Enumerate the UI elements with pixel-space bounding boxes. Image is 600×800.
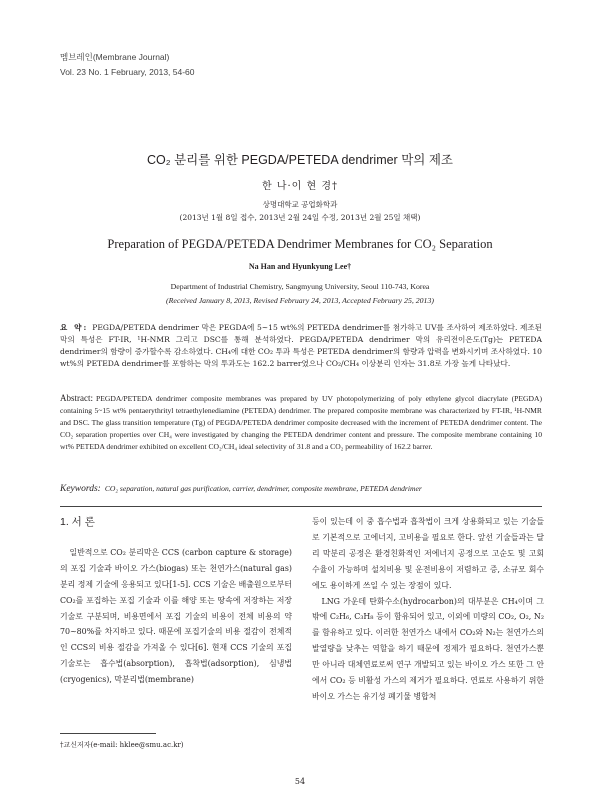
english-abstract-lead: Abstract: [60, 393, 93, 403]
korean-dates: (2013년 1월 8일 접수, 2013년 2월 24일 수정, 2013년 2월 25일 채택) [179, 213, 421, 222]
korean-abstract-lead: 요 약: [60, 323, 89, 332]
journal-header [60, 50, 195, 80]
keywords [60, 484, 542, 494]
right-column [312, 514, 544, 705]
footnote: †교신저자(e-mail: hklee@smu.ac.kr) [60, 741, 184, 749]
left-column [60, 515, 292, 688]
korean-affiliation: 상명대학교 공업화학과 [262, 200, 338, 209]
english-authors: Na Han and Hyunkyung Lee† [248, 262, 352, 271]
page-number: 54 [294, 777, 306, 786]
journal-name: 멤브레인(Membrane Journal) [60, 52, 170, 62]
korean-title: CO₂ 분리를 위한 PEGDA/PETEDA dendrimer 막의 제조 [147, 153, 453, 167]
body-paragraph: LNG 가운데 탄화수소(hydrocarbon)의 대부분은 CH₄이며 그 밖에 C₂H₆, C₃H₈ 등이 함유되어 있고, 이외에 미량의 CO₂, O₂, N₂를 함유하고 있다. 이러한 천연가스 내에서 CO₂와 N₂는 천연가스의 발열량을 낮추는 역할을 하기 때문에 정제가 필요하다. 천연가스뿐만 아니라 대체연료로써 연구 개발되고 있는 바이오 가스 또한 그 안에서 CO₂ 등 비활성 가스의 제거가 필요하다. 연료로 사용하기 위한 바이오 가스는 유기성 폐기물 병합처 [312, 596, 544, 701]
english-abstract [60, 392, 542, 453]
footnote-divider [60, 733, 156, 734]
keywords-lead: Keywords: [60, 484, 101, 494]
english-title: Preparation of PEGDA/PETEDA Dendrimer Membranes for CO₂ Separation [107, 237, 493, 251]
body-paragraph: 등이 있는데 이 중 흡수법과 흡착법이 크게 상용화되고 있는 기술들로 기본적으로 고에너지, 고비용을 필요로 한다. 앞선 기술들과는 달리 막분리 공정은 환경친화적인 저에너지 공정으로 고순도 및 고회수율이 가능하며 설치비용 및 운전비용이 저렴하고 증, 소규모 회수에도 용이하게 쓰일 수 있는 장점이 있다. [312, 517, 544, 590]
journal-volume: Vol. 23 No. 1 February, 2013, 54-60 [60, 67, 195, 77]
keywords-text: CO₂ separation, natural gas purification, carrier, dendrimer, composite membrane, PETEDA dendrimer [104, 484, 422, 493]
english-dates: (Received January 8, 2013, Revised February 24, 2013, Accepted February 25, 2013) [166, 295, 434, 305]
section-heading: 1. 서 론 [60, 516, 95, 528]
korean-authors: 한 나·이 현 경† [261, 181, 338, 192]
english-affiliation-block [0, 280, 600, 307]
korean-abstract-text: PEGDA/PETEDA dendrimer 막은 PEGDA에 5~15 wt%의 PETEDA dendrimer를 첨가하고 UV를 조사하여 제조하였다. 제조된 막의 특성은 FT-IR, ¹H-NMR 그리고 DSC를 통해 분석하였다. PEGDA/PETEDA dendrimer 막의 유리전이온도(Tg)는 PETEDA dendrimer의 함량이 증가할수록 감소하였다. CH₄에 대한 CO₂ 투과 특성은 PETEDA dendrimer의 함량과 압력을 변화시키며 조사하였다. 10 wt%의 PETEDA dendrimer를 포함하는 막의 투과도는 162.2 barrer였으나 CO₂/CH₄ 이상분리 인자는 31.8로 가장 높게 나타났다. [60, 323, 542, 368]
english-affiliation: Department of Industrial Chemistry, Sangmyung University, Seoul 110-743, Korea [170, 282, 430, 291]
section-divider [60, 506, 542, 507]
body-paragraph: 일반적으로 CO₂ 분리막은 CCS (carbon capture & storage)의 포집 기술과 바이오 가스(biogas) 또는 천연가스(natural gas) 분리 정제 기술에 응용되고 있다[1-5]. CCS 기술은 배출원으로부터 CO₂를 포집하는 포집 기술과 이를 해양 또는 땅속에 저장하는 저장 기술로 구분되며, 비용면에서 포집 기술의 비용이 전체 비용의 약 70~80%를 차지하고 있다. 때문에 포집기술의 비용 절감이 전체적인 CCS의 비용 절감을 가져올 수 있다[6]. 현재 CCS 기술의 포집 기술로는 흡수법(absorption), 흡착법(adsorption), 심냉법(cryogenics), 막분리법(membrane) [60, 547, 292, 685]
english-abstract-text: PEGDA/PETEDA dendrimer composite membranes was prepared by UV photopolymerizing of poly ethylene glycol diacrylate (PEGDA) containing 5~15 wt% pentaerythrityl tetraethylenediamine (PETEDA) dendrimer. The prepared composite membrane was characterized by FT-IR, ¹H-NMR and DSC. The glass transition temperature (Tg) of PEGDA/PETEDA dendrimer composite decreased with the increment of PETEDA dendrimer content. The CO₂ separation properties over CH₄ were investigated by changing the PETEDA dendrimer content and pressure. The composite membrane containing 10 wt% PETEDA dendrimer exhibited on excellent CO₂/CH₄ ideal selectivity of 31.8 and a CO₂ permeability of 162.2 barrer. [60, 394, 542, 451]
korean-abstract [60, 322, 542, 370]
korean-affiliation-block [0, 198, 600, 224]
